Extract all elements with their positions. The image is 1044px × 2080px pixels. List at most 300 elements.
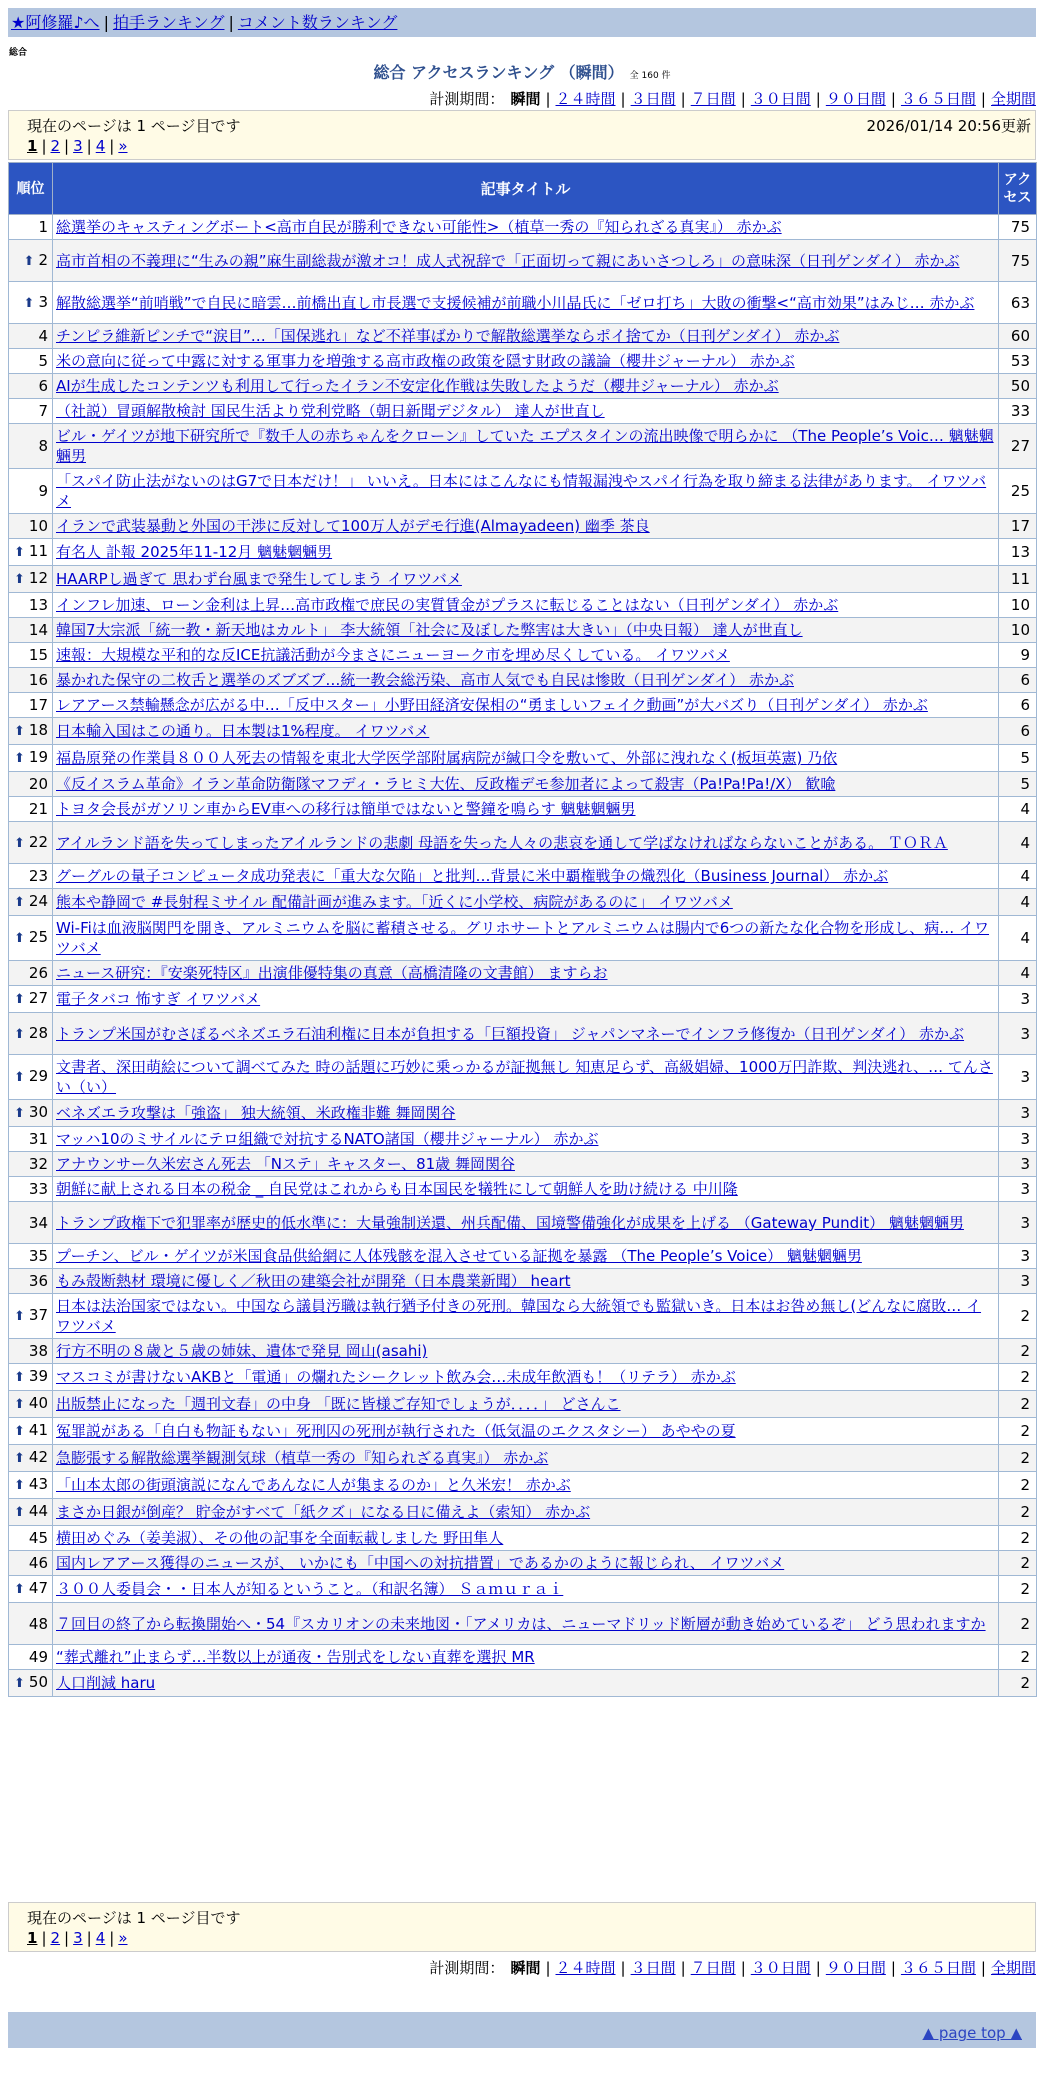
rank-cell xyxy=(9,514,53,539)
category-label: 総合 xyxy=(9,48,28,58)
article-title-link[interactable]: もみ殻断熱材 環境に優しく／秋田の建築会社が開発（日本農業新聞） heart xyxy=(56,1272,571,1290)
article-title-link[interactable]: プーチン、ビル・ゲイツが米国食品供給網に人体残骸を混入させている証拠を暴露 （The People’s Voice） 魑魅魍魎男 xyxy=(56,1247,862,1265)
rank-cell xyxy=(9,566,53,593)
period-label: 計測期間： xyxy=(429,1959,505,1977)
article-title-link[interactable]: “葬式離れ”止まらず…半数以上が通夜・告別式をしない直葬を選択 MR xyxy=(56,1648,535,1666)
access-count: 13 xyxy=(999,539,1037,566)
rank-number: 9 xyxy=(38,482,48,500)
table-row xyxy=(9,399,1037,424)
period-separator: | xyxy=(680,90,686,108)
period-separator: | xyxy=(890,1959,896,1977)
table-row xyxy=(9,1013,1037,1055)
rank-cell xyxy=(9,1472,53,1499)
rank-number: 43 xyxy=(28,1475,48,1493)
access-count: 6 xyxy=(999,693,1037,718)
up-arrow-icon: ⬆ xyxy=(14,1478,25,1493)
up-arrow-icon: ⬆ xyxy=(14,992,25,1007)
rank-cell xyxy=(9,668,53,693)
rank-number: 8 xyxy=(38,437,48,455)
article-title-link[interactable]: マスコミが書けないAKBと「電通」の爛れたシークレット飲み会…未成年飲酒も！（リテラ） 赤かぶ xyxy=(56,1368,736,1386)
rank-cell xyxy=(9,282,53,324)
ranking-table-body xyxy=(9,215,1037,1697)
access-count: 5 xyxy=(999,745,1037,772)
title-cell xyxy=(53,1055,999,1100)
pager-page-link[interactable]: 4 xyxy=(95,1929,106,1947)
pager-separator: | xyxy=(64,137,70,155)
rank-cell xyxy=(9,618,53,643)
article-title-link[interactable]: 韓国7大宗派「統一教・新天地はカルト」 李大統領「社会に及ぼした弊害は大きい」（中央日報） 達人が世直し xyxy=(56,621,803,639)
up-arrow-icon: ⬆ xyxy=(14,572,25,587)
article-title-link[interactable]: レアアース禁輸懸念が広がる中…「反中スター」小野田経済安保相の“勇ましいフェイク動画”が大バズり（日刊ゲンダイ） 赤かぶ xyxy=(56,696,928,714)
article-title-link[interactable]: アナウンサー久米宏さん死去 「Nステ」キャスター、81歳 舞岡関谷 xyxy=(56,1155,515,1173)
pager-separator: | xyxy=(41,1929,47,1947)
rank-cell xyxy=(9,1339,53,1364)
title-cell xyxy=(53,889,999,916)
period-separator: | xyxy=(815,90,821,108)
pager-page-link[interactable]: 2 xyxy=(50,137,61,155)
pager-page-link[interactable]: 3 xyxy=(73,1929,83,1947)
article-title-link[interactable]: マッハ10のミサイルにテロ組織で対抗するNATO諸国（櫻井ジャーナル） 赤かぶ xyxy=(56,1130,599,1148)
title-cell xyxy=(53,215,999,240)
rank-number: 3 xyxy=(38,292,48,311)
table-row xyxy=(9,374,1037,399)
article-title-link[interactable]: ベネズエラ攻撃は「強盗」 独大統領、米政権非難 舞岡関谷 xyxy=(56,1104,456,1122)
access-count: 63 xyxy=(999,282,1037,324)
rank-cell xyxy=(9,1603,53,1645)
ranking-table xyxy=(8,162,1037,1697)
access-count: 2 xyxy=(999,1364,1037,1391)
rank-cell xyxy=(9,1100,53,1127)
up-arrow-icon: ⬆ xyxy=(14,835,25,851)
table-row xyxy=(9,1152,1037,1177)
article-title-link[interactable]: アイルランド語を失ってしまったアイルランドの悲劇 母語を失った人々の悲哀を通して学ばなければならないことがある。 ＴＯＲＡ xyxy=(56,833,948,852)
period-separator: | xyxy=(815,1959,821,1977)
article-title-link[interactable]: Wi-Fiは血液脳関門を開き、アルミニウムを脳に蓄積させる。グリホサートとアルミニウムは腸内で6つの新たな化合物を形成し、病… イワツバメ xyxy=(56,919,990,957)
rank-cell xyxy=(9,1526,53,1551)
pager-separator: | xyxy=(86,137,92,155)
period-separator: | xyxy=(740,90,746,108)
period-separator: | xyxy=(980,1959,986,1977)
article-title-link[interactable]: トランプ米国がむさぼるベネズエラ石油利権に日本が負担する「巨額投資」 ジャパンマネーでインフラ修復か（日刊ゲンダイ） 赤かぶ xyxy=(56,1024,965,1043)
access-count: 4 xyxy=(999,822,1037,864)
rank-cell xyxy=(9,215,53,240)
table-row xyxy=(9,1418,1037,1445)
title-cell xyxy=(53,514,999,539)
rank-cell xyxy=(9,822,53,864)
rank-number: 33 xyxy=(28,1180,48,1198)
rank-cell xyxy=(9,324,53,349)
table-row xyxy=(9,1202,1037,1244)
table-row xyxy=(9,324,1037,349)
access-count: 2 xyxy=(999,1445,1037,1472)
table-row xyxy=(9,864,1037,889)
access-count: 2 xyxy=(999,1645,1037,1670)
rank-cell xyxy=(9,1269,53,1294)
period-option-link[interactable]: 全期間 xyxy=(990,1959,1036,1977)
title-cell xyxy=(53,718,999,745)
title-cell xyxy=(53,693,999,718)
article-title-link[interactable]: 朝鮮に献上される日本の税金 _ 自民党はこれからも日本国民を犠牲にして朝鮮人を助け続ける 中川隆 xyxy=(56,1180,738,1198)
access-count: 2 xyxy=(999,1551,1037,1576)
title-cell xyxy=(53,374,999,399)
up-arrow-icon: ⬆ xyxy=(14,1026,25,1042)
nav-separator: | xyxy=(228,13,234,32)
period-separator: | xyxy=(620,1959,626,1977)
access-count: 27 xyxy=(999,424,1037,469)
article-title-link[interactable]: まさか日銀が倒産？ 貯金がすべて「紙クズ」になる日に備えよ（索知） 赤かぶ xyxy=(56,1503,591,1521)
access-count: 75 xyxy=(999,215,1037,240)
top-nav xyxy=(8,8,1036,37)
title-cell xyxy=(53,1100,999,1127)
rank-cell xyxy=(9,1445,53,1472)
table-row xyxy=(9,693,1037,718)
period-option-link[interactable]: ３日間 xyxy=(630,90,676,108)
article-title-link[interactable]: 「スパイ防止法がないのはG7で日本だけ！」 いいえ。日本にはこんなにも情報漏洩やスパイ行為を取り締まる法律があります。 イワツバメ xyxy=(56,472,987,510)
access-count: 4 xyxy=(999,889,1037,916)
rank-number: 46 xyxy=(28,1554,48,1572)
up-arrow-icon: ⬆ xyxy=(14,1070,25,1085)
rank-cell xyxy=(9,1551,53,1576)
period-option-link[interactable]: ７日間 xyxy=(690,90,736,108)
rank-number: 28 xyxy=(28,1023,48,1042)
page-title-text: 総合 アクセスランキング （瞬間） xyxy=(373,63,624,82)
access-count: 3 xyxy=(999,1013,1037,1055)
rank-number: 21 xyxy=(28,800,48,818)
table-row xyxy=(9,1603,1037,1645)
rank-number: 48 xyxy=(28,1614,48,1633)
rank-number: 11 xyxy=(28,542,48,560)
title-cell xyxy=(53,618,999,643)
article-title-link[interactable]: 熊本や静岡で #長射程ミサイル 配備計画が進みます。「近くに小学校、病院があるのに」 イワツバメ xyxy=(56,893,733,911)
title-cell xyxy=(53,1177,999,1202)
article-title-link[interactable]: ニュース研究：『安楽死特区』出演俳優特集の真意（高橋清隆の文書館） ますらお xyxy=(56,964,608,982)
rank-number: 12 xyxy=(28,569,48,587)
access-count: 3 xyxy=(999,986,1037,1013)
article-title-link[interactable]: 有名人 訃報 2025年11-12月 魑魅魍魎男 xyxy=(56,543,333,561)
table-row xyxy=(9,469,1037,514)
article-title-link[interactable]: チンピラ維新ピンチで“涙目”…「国保逃れ」など不祥事ばかりで解散総選挙ならポイ捨てか（日刊ゲンダイ） 赤かぶ xyxy=(56,327,840,345)
period-selector-bottom xyxy=(429,1957,1036,1978)
title-cell xyxy=(53,1013,999,1055)
access-count: 6 xyxy=(999,668,1037,693)
table-row xyxy=(9,539,1037,566)
title-cell xyxy=(53,1670,999,1697)
access-count: 25 xyxy=(999,469,1037,514)
rank-cell xyxy=(9,240,53,282)
rank-cell xyxy=(9,1127,53,1152)
title-cell xyxy=(53,1127,999,1152)
article-title-link[interactable]: 出版禁止になった「週刊文春」の中身 「既に皆様ご存知でしょうが．．．．」 どさんこ xyxy=(56,1395,621,1413)
article-title-link[interactable]: インフレ加速、ローン金利は上昇…高市政権で庶民の実質賃金がプラスに転じることはない（日刊ゲンダイ） 赤かぶ xyxy=(56,596,839,614)
article-title-link[interactable]: （社説）冒頭解散検討 国民生活より党利党略（朝日新聞デジタル） 達人が世直し xyxy=(56,402,605,420)
article-title-link[interactable]: 横田めぐみ（姜美淑）、その他の記事を全面転載しました 野田隼人 xyxy=(56,1529,504,1547)
pager-separator: | xyxy=(41,137,47,155)
up-arrow-icon: ⬆ xyxy=(23,295,35,311)
title-cell xyxy=(53,539,999,566)
table-row xyxy=(9,424,1037,469)
up-arrow-icon: ⬆ xyxy=(14,1309,25,1324)
title-cell xyxy=(53,745,999,772)
up-arrow-icon: ⬆ xyxy=(14,751,25,766)
rank-number: 2 xyxy=(38,250,48,269)
rank-number: 18 xyxy=(28,721,48,739)
up-arrow-icon: ⬆ xyxy=(14,1424,25,1439)
rank-cell xyxy=(9,349,53,374)
pagination-box-top xyxy=(8,110,1036,160)
rank-number: 47 xyxy=(28,1579,48,1597)
rank-number: 32 xyxy=(28,1155,48,1173)
rank-cell xyxy=(9,1055,53,1100)
access-count: 4 xyxy=(999,864,1037,889)
footer-bar xyxy=(8,2012,1036,2048)
title-cell xyxy=(53,916,999,961)
article-title-link[interactable]: HAARPし過ぎて 思わず台風まで発生してしまう イワツバメ xyxy=(56,570,462,588)
nav-link-home[interactable]: ★阿修羅♪へ xyxy=(11,13,100,32)
table-row xyxy=(9,1670,1037,1697)
article-title-link[interactable]: 「山本太郎の街頭演説になんであんなに人が集まるのか」と久米宏！ 赤かぶ xyxy=(56,1476,571,1494)
rank-number: 26 xyxy=(28,964,48,982)
article-title-link[interactable]: 日本は法治国家ではない。中国なら議員汚職は執行猶予付きの死刑。韓国なら大統領でも監獄いき。日本はお咎め無し(どんなに腐敗… イワツバメ xyxy=(56,1297,982,1335)
table-row xyxy=(9,1339,1037,1364)
article-title-link[interactable]: 国内レアアース獲得のニュースが、 いかにも「中国への対抗措置」であるかのように報じられ、 イワツバメ xyxy=(56,1554,785,1572)
page-status: 現在のページは 1 ページ目です xyxy=(27,1909,241,1927)
article-title-link[interactable]: AIが生成したコンテンツも利用して行ったイラン不安定化作戦は失敗したようだ（櫻井ジャーナル） 赤かぶ xyxy=(56,377,779,395)
table-row xyxy=(9,986,1037,1013)
rank-number: 5 xyxy=(38,352,48,370)
period-separator: | xyxy=(620,90,626,108)
rank-number: 14 xyxy=(28,621,48,639)
pager-separator: | xyxy=(64,1929,70,1947)
rank-cell xyxy=(9,745,53,772)
rank-cell xyxy=(9,797,53,822)
period-separator: | xyxy=(980,90,986,108)
title-cell xyxy=(53,424,999,469)
period-option-link[interactable]: ３６５日間 xyxy=(900,1959,976,1977)
rank-cell xyxy=(9,374,53,399)
pager xyxy=(27,137,128,155)
table-row xyxy=(9,593,1037,618)
period-option-link[interactable]: ３日間 xyxy=(630,1959,676,1977)
pagination-box-bottom xyxy=(8,1902,1036,1952)
page-status: 現在のページは 1 ページ目です xyxy=(27,117,241,135)
table-row xyxy=(9,215,1037,240)
rank-number: 19 xyxy=(28,748,48,766)
access-count: 2 xyxy=(999,1576,1037,1603)
access-count: 3 xyxy=(999,1269,1037,1294)
article-title-link[interactable]: 解散総選挙“前哨戦”で自民に暗雲…前橋出直し市長選で支援候補が前職小川晶氏に「ゼロ打ち」大敗の衝撃<“高市効果”はみじ… 赤かぶ xyxy=(56,293,975,312)
rank-cell xyxy=(9,399,53,424)
rank-cell xyxy=(9,961,53,986)
access-count: 53 xyxy=(999,349,1037,374)
page-title xyxy=(0,60,1044,83)
page-top-link[interactable]: ▲ page top ▲ xyxy=(922,2024,1022,2042)
updated-timestamp: 2026/01/14 20:56更新 xyxy=(866,117,1031,135)
pager-separator: | xyxy=(109,137,115,155)
rank-number: 36 xyxy=(28,1272,48,1290)
access-count: 3 xyxy=(999,1055,1037,1100)
pager-separator: | xyxy=(86,1929,92,1947)
access-count: 2 xyxy=(999,1603,1037,1645)
rank-cell xyxy=(9,986,53,1013)
title-cell xyxy=(53,240,999,282)
access-count: 3 xyxy=(999,1177,1037,1202)
rank-number: 29 xyxy=(28,1067,48,1085)
table-row xyxy=(9,916,1037,961)
rank-cell xyxy=(9,1013,53,1055)
article-title-link[interactable]: 文書者、深田萌絵について調べてみた 時の話題に巧妙に乗っかるが証拠無し 知恵足らず、高級娼婦、1000万円詐欺、判決逃れ、… てんさい（い） xyxy=(56,1058,993,1096)
access-count: 10 xyxy=(999,593,1037,618)
rank-cell xyxy=(9,1391,53,1418)
period-separator: | xyxy=(740,1959,746,1977)
table-row xyxy=(9,349,1037,374)
access-count: 4 xyxy=(999,916,1037,961)
article-title-link[interactable]: 日本輸入国はこの通り。日本製は1%程度。 イワツバメ xyxy=(56,722,430,740)
pager-page-link[interactable]: 2 xyxy=(50,1929,61,1947)
table-row xyxy=(9,1499,1037,1526)
article-title-link[interactable]: グーグルの量子コンピュータ成功発表に「重大な欠陥」と批判…背景に米中覇権戦争の熾烈化（Business Journal） 赤かぶ xyxy=(56,867,889,885)
access-count: 33 xyxy=(999,399,1037,424)
access-column-header: アクセス xyxy=(999,163,1037,215)
up-arrow-icon: ⬆ xyxy=(14,1582,25,1597)
rank-number: 39 xyxy=(28,1367,48,1385)
rank-cell xyxy=(9,469,53,514)
table-row xyxy=(9,797,1037,822)
article-title-link[interactable]: 行方不明の８歳と５歳の姉妹、遺体で発見 岡山(asahi) xyxy=(56,1342,428,1360)
title-cell xyxy=(53,1576,999,1603)
rank-number: 45 xyxy=(28,1529,48,1547)
title-cell xyxy=(53,349,999,374)
title-cell xyxy=(53,1418,999,1445)
rank-number: 15 xyxy=(28,646,48,664)
period-separator: | xyxy=(545,1959,551,1977)
title-cell xyxy=(53,1152,999,1177)
table-header-row xyxy=(9,163,1037,215)
period-current: 瞬間 xyxy=(510,90,541,108)
article-title-link[interactable]: 急膨張する解散総選挙観測気球（植草一秀の『知られざる真実』） 赤かぶ xyxy=(56,1449,549,1467)
access-count: 50 xyxy=(999,374,1037,399)
table-row xyxy=(9,240,1037,282)
pager xyxy=(27,1929,128,1947)
table-row xyxy=(9,889,1037,916)
title-cell xyxy=(53,1645,999,1670)
period-option-link[interactable]: ３６５日間 xyxy=(900,90,976,108)
up-arrow-icon: ⬆ xyxy=(14,545,25,560)
table-row xyxy=(9,668,1037,693)
rank-cell xyxy=(9,539,53,566)
access-count: 2 xyxy=(999,1670,1037,1697)
pager-next-link[interactable]: » xyxy=(118,137,128,155)
rank-cell xyxy=(9,718,53,745)
period-option-link[interactable]: ３０日間 xyxy=(750,90,811,108)
article-title-link[interactable]: イランで武装暴動と外国の干渉に反対して100万人がデモ行進(Almayadeen) 幽季 茶良 xyxy=(56,517,650,535)
title-column-header: 記事タイトル xyxy=(53,163,999,215)
table-row xyxy=(9,1177,1037,1202)
article-title-link[interactable]: 人口削減 haru xyxy=(56,1674,156,1692)
table-row xyxy=(9,1127,1037,1152)
access-count: 60 xyxy=(999,324,1037,349)
article-title-link[interactable]: 速報：大規模な平和的な反ICE抗議活動が今まさにニューヨーク市を埋め尽くしている。 イワツバメ xyxy=(56,646,730,664)
rank-number: 4 xyxy=(38,327,48,345)
nav-link-comment-ranking[interactable]: コメント数ランキング xyxy=(237,13,398,32)
title-cell xyxy=(53,1202,999,1244)
title-cell xyxy=(53,1339,999,1364)
rank-number: 20 xyxy=(28,775,48,793)
table-row xyxy=(9,1294,1037,1339)
period-option-link[interactable]: ７日間 xyxy=(690,1959,736,1977)
access-count: 75 xyxy=(999,240,1037,282)
article-title-link[interactable]: 高市首相の不義理に“生みの親”麻生副総裁が激オコ！成人式祝辞で「正面切って親にあいさつしろ」の意味深（日刊ゲンダイ） 赤かぶ xyxy=(56,251,960,270)
article-title-link[interactable]: 米の意向に従って中露に対する軍事力を増強する高市政権の政策を隠す財政の議論（櫻井ジャーナル） 赤かぶ xyxy=(56,352,795,370)
rank-number: 49 xyxy=(28,1648,48,1666)
rank-number: 6 xyxy=(38,377,48,395)
table-row xyxy=(9,772,1037,797)
article-title-link[interactable]: トランプ政権下で犯罪率が歴史的低水準に：大量強制送還、州兵配備、国境警備強化が成果を上げる （Gateway Pundit） 魑魅魍魎男 xyxy=(56,1213,964,1232)
access-count: 2 xyxy=(999,1418,1037,1445)
title-cell xyxy=(53,864,999,889)
title-cell xyxy=(53,986,999,1013)
access-count: 3 xyxy=(999,1244,1037,1269)
article-title-link[interactable]: 《反イスラム革命》イラン革命防衛隊マフディ・ラヒミ大佐、反政権デモ参加者によって殺害（Pa!Pa!Pa!/X） 歓喩 xyxy=(56,775,836,793)
title-cell xyxy=(53,961,999,986)
article-title-link[interactable]: 暴かれた保守の二枚舌と選挙のズブズブ…統一教会総汚染、高市人気でも自民は惨敗（日刊ゲンダイ） 赤かぶ xyxy=(56,671,794,689)
article-title-link[interactable]: ビル・ゲイツが地下研究所で『数千人の赤ちゃんをクローン』していた エプスタインの流出映像で明らかに （The People’s Voic… 魑魅魍魎男 xyxy=(56,427,994,465)
rank-cell xyxy=(9,916,53,961)
title-cell xyxy=(53,797,999,822)
pager-next-link[interactable]: » xyxy=(118,1929,128,1947)
access-count: 5 xyxy=(999,772,1037,797)
period-option-link[interactable]: ２４時間 xyxy=(555,90,616,108)
title-cell xyxy=(53,1472,999,1499)
period-option-link[interactable]: ３０日間 xyxy=(750,1959,811,1977)
pager-page-link[interactable]: 3 xyxy=(73,137,83,155)
article-title-link[interactable]: 冤罪説がある「自白も物証もない」死刑囚の死刑が執行された（低気温のエクスタシー） あややの夏 xyxy=(56,1422,736,1440)
rank-number: 23 xyxy=(28,867,48,885)
access-count: 9 xyxy=(999,643,1037,668)
article-title-link[interactable]: 福島原発の作業員８００人死去の情報を東北大学医学部附属病院が緘口令を敷いて、外部に洩れなく(板垣英憲) 乃依 xyxy=(56,749,838,767)
up-arrow-icon: ⬆ xyxy=(14,1676,25,1691)
rank-number: 30 xyxy=(28,1103,48,1121)
article-title-link[interactable]: 電子タバコ 怖すぎ イワツバメ xyxy=(56,990,261,1008)
rank-cell xyxy=(9,1418,53,1445)
period-option-link[interactable]: 全期間 xyxy=(990,90,1036,108)
article-title-link[interactable]: ３００人委員会・・日本人が知るということ。（和訳名簿） Ｓａｍｕｒａｉ xyxy=(56,1580,564,1598)
title-cell xyxy=(53,668,999,693)
article-title-link[interactable]: ７回目の終了から転換開始へ・54『スカリオンの未来地図・「アメリカは、ニューマドリッド断層が動き始めているぞ」 どう思われますか xyxy=(56,1614,986,1633)
rank-cell xyxy=(9,1152,53,1177)
rank-number: 22 xyxy=(28,832,48,851)
pager-page-link[interactable]: 4 xyxy=(95,137,106,155)
title-cell xyxy=(53,1445,999,1472)
rank-cell xyxy=(9,1499,53,1526)
rank-number: 50 xyxy=(28,1673,48,1691)
up-arrow-icon: ⬆ xyxy=(14,1451,25,1466)
rank-cell xyxy=(9,424,53,469)
access-count: 3 xyxy=(999,1100,1037,1127)
rank-cell xyxy=(9,864,53,889)
up-arrow-icon: ⬆ xyxy=(14,1106,25,1121)
article-title-link[interactable]: トヨタ会長がガソリン車からEV車への移行は簡単ではないと警鐘を鳴らす 魑魅魍魎男 xyxy=(56,800,636,818)
period-option-link[interactable]: ９０日間 xyxy=(825,1959,886,1977)
article-title-link[interactable]: 総選挙のキャスティングボート<高市自民が勝利できない可能性>（植草一秀の『知られざる真実』） 赤かぶ xyxy=(56,218,782,236)
period-option-link[interactable]: ９０日間 xyxy=(825,90,886,108)
nav-link-applause-ranking[interactable]: 拍手ランキング xyxy=(112,13,225,32)
access-count: 2 xyxy=(999,1294,1037,1339)
access-count: 3 xyxy=(999,1202,1037,1244)
rank-number: 27 xyxy=(28,989,48,1007)
period-option-link[interactable]: ２４時間 xyxy=(555,1959,616,1977)
access-count: 10 xyxy=(999,618,1037,643)
rank-number: 44 xyxy=(28,1502,48,1520)
